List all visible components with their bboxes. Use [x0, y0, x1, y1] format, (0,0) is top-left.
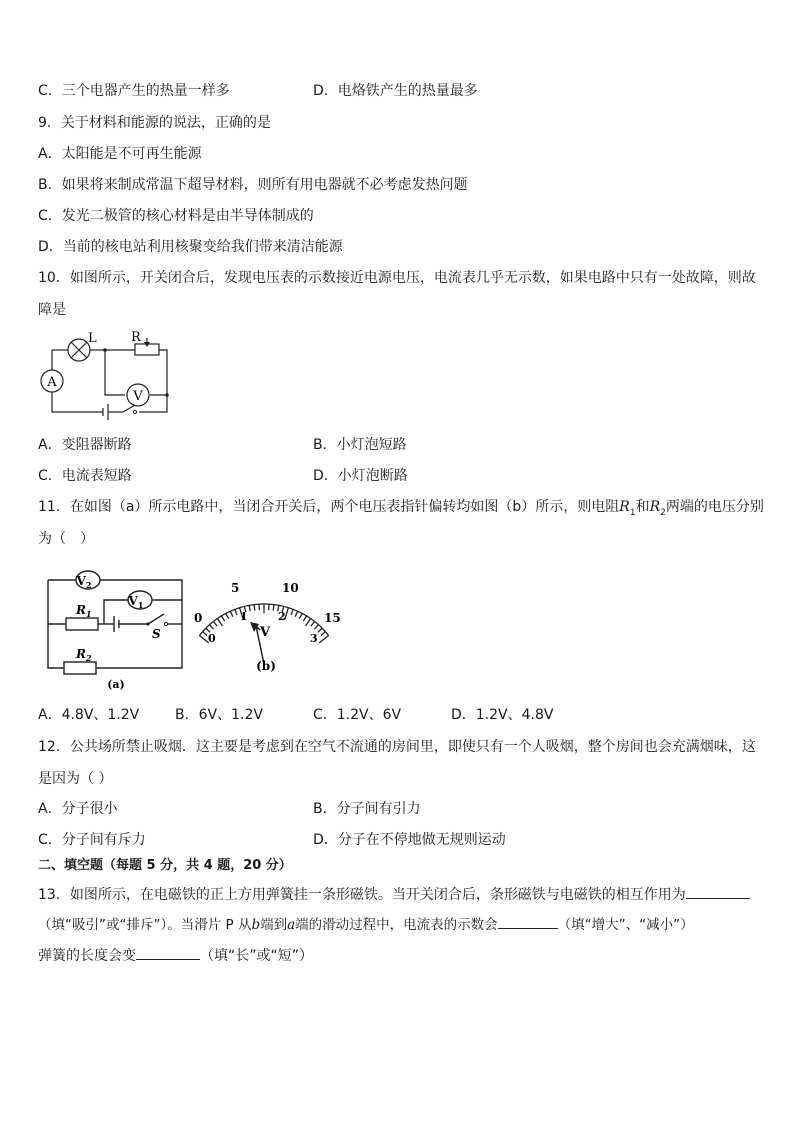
bottom-label-2: 2 — [278, 610, 286, 623]
q12-stem-line1: 12．公共场所禁止吸烟．这主要是考虑到在空气不流通的房间里，即使只有一个人吸烟，整个房间也会充满烟味，这 — [38, 739, 756, 755]
q13-blank-1 — [686, 884, 750, 899]
q9-option-b: B．如果将来制成常温下超导材料，则所有用电器就不必考虑发热问题 — [38, 177, 468, 193]
q8-option-c: C．三个电器产生的热量一样多 — [38, 83, 230, 99]
q13-line3: 弹簧的长度会变 （填“长”或“短”） — [38, 945, 313, 966]
q12-option-b: B．分子间有引力 — [313, 801, 421, 817]
q8-option-d: D．电烙铁产生的热量最多 — [313, 83, 478, 99]
dial-tick — [321, 632, 326, 636]
ammeter-label: A — [47, 375, 57, 390]
q11-option-d: D．1.2V、4.8V — [451, 707, 554, 723]
figure-b-caption: (b) — [256, 659, 276, 673]
dial-tick — [249, 605, 250, 611]
top-label-0: 0 — [194, 611, 203, 625]
q13-line2: （填“吸引”或“排斥”）。当滑片 P 从b端到a端的滑动过程中，电流表的示数会 （填“增大”、“减小”） — [38, 914, 694, 935]
rheostat-label: R — [131, 330, 141, 345]
r2-label: $R_2$ — [76, 647, 92, 663]
v1-label: $V_1$ — [128, 594, 144, 610]
dial-tick — [235, 609, 237, 615]
top-label-15: 15 — [324, 611, 341, 625]
dial-tick — [226, 613, 229, 618]
bottom-label-1: 1 — [240, 610, 248, 623]
r1-label: $R_1$ — [76, 603, 92, 619]
q12-stem-line2: 是因为（ ） — [38, 771, 113, 787]
q10-option-d: D．小灯泡断路 — [313, 468, 408, 484]
q10-option-b: B．小灯泡短路 — [313, 437, 407, 453]
dial-tick — [303, 616, 306, 621]
q9-option-c: C．发光二极管的核心材料是由半导体制成的 — [38, 208, 314, 224]
bottom-label-3: 3 — [310, 632, 318, 645]
dial-tick — [311, 622, 315, 627]
v2-label: $V_2$ — [76, 574, 92, 590]
q10-option-c: C．电流表短路 — [38, 468, 132, 484]
q10-circuit-figure — [35, 328, 180, 420]
unit-label: V — [260, 625, 271, 640]
dial-tick — [318, 628, 322, 632]
q10-stem-line1: 10．如图所示，开关闭合后，发现电压表的示数接近电源电压，电流表几乎无示数，如果电路中只有一处故障，则故 — [38, 270, 756, 286]
q13-line1: 13．如图所示，在电磁铁的正上方用弹簧挂一条形磁铁。当开关闭合后，条形磁铁与电磁铁的相互作用为 — [38, 884, 750, 905]
q11-option-b: B．6V、1.2V — [175, 707, 263, 723]
dial-tick — [217, 619, 222, 626]
q9-option-a: A．太阳能是不可再生能源 — [38, 146, 202, 162]
dial-tick — [273, 605, 274, 611]
section-heading: 二、填空题（每题 5 分，共 4 题，20 分） — [38, 858, 292, 873]
top-label-5: 5 — [231, 581, 240, 595]
q13-blank-2 — [498, 914, 558, 929]
q11-stem-line1: 11．在如图（a）所示电路中，当闭合开关后，两个电压表指针偏转均如图（b）所示，则电阻$R_1$和$R_2$两端的电压分别 — [38, 499, 764, 518]
q9-stem: 9．关于材料和能源的说法，正确的是 — [38, 115, 271, 131]
q10-stem-line2: 障是 — [38, 302, 66, 318]
q11-circuit-figure-a — [42, 566, 187, 691]
q11-option-c: C．1.2V、6V — [313, 707, 402, 723]
q10-option-a: A．变阻器断路 — [38, 437, 132, 453]
figure-a-caption: (a) — [107, 678, 125, 691]
dial-tick — [291, 609, 293, 615]
switch-label: S — [152, 627, 161, 641]
q13-blank-3 — [136, 945, 200, 960]
dial-tick — [319, 636, 328, 643]
lamp-label: L — [88, 331, 97, 346]
q9-option-d: D．当前的核电站利用核聚变给我们带来清洁能源 — [38, 239, 343, 255]
dial-tick — [230, 611, 233, 617]
dial-tick — [315, 625, 319, 630]
q11-stem-line2: 为（ ） — [38, 531, 94, 547]
q12-option-c: C．分子间有斥力 — [38, 832, 146, 848]
dial-tick — [222, 616, 225, 621]
q12-option-d: D．分子在不停地做无规则运动 — [313, 832, 506, 848]
dial-tick — [213, 622, 217, 627]
bottom-label-0: 0 — [208, 632, 216, 645]
dial-tick — [295, 611, 298, 617]
dial-tick — [299, 613, 302, 618]
voltmeter-label: V — [133, 389, 143, 404]
dial-tick — [306, 619, 311, 626]
q12-option-a: A．分子很小 — [38, 801, 118, 817]
q11-meter-figure-b — [188, 578, 343, 678]
dial-tick — [203, 632, 208, 636]
dial-tick — [210, 625, 214, 630]
top-label-10: 10 — [282, 581, 299, 595]
dial-tick — [254, 605, 255, 611]
q11-option-a: A．4.8V、1.2V — [38, 707, 140, 723]
